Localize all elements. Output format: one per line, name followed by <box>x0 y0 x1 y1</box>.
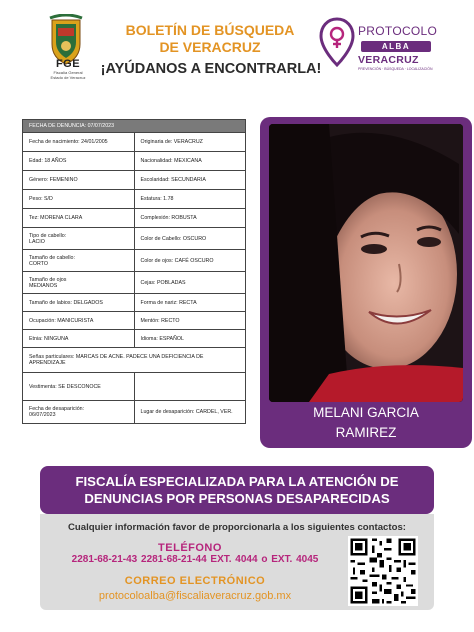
fge-label: FGE <box>55 58 81 70</box>
origin-cell: Originaria de: VERACRUZ <box>134 133 246 151</box>
location-pin-icon <box>318 17 356 67</box>
disappearance-place-cell: Lugar de desaparición: CARDEL, VER. <box>134 401 246 423</box>
table-row <box>23 133 245 152</box>
fiscalia-line2: DENUNCIAS POR PERSONAS DESAPARECIDAS <box>84 491 390 506</box>
table-row <box>23 228 245 250</box>
chin-cell: Mentón: RECTO <box>134 312 246 329</box>
bulletin-header <box>0 0 474 100</box>
fge-sublabel: Fiscalía General Estado de Veracruz <box>50 70 86 80</box>
table-row <box>23 152 245 171</box>
table-row <box>23 209 245 228</box>
table-row <box>23 348 245 373</box>
hair-type-cell: Tipo de cabello: LACIO <box>29 232 67 245</box>
protocolo-region: VERACRUZ <box>358 54 419 66</box>
protocolo-alba-logo <box>318 17 458 77</box>
denuncia-date: FECHA DE DENUNCIA: 07/07/2023 <box>29 123 115 129</box>
portrait-image <box>269 124 463 402</box>
table-row <box>23 312 245 330</box>
gender-cell: Género: FEMENINO <box>29 177 78 183</box>
contact-block <box>40 514 434 610</box>
table-row <box>23 250 245 272</box>
email-label: CORREO ELECTRÓNICO <box>124 575 266 587</box>
table-row <box>23 272 245 294</box>
person-name-line1: MELANI GARCIA <box>313 405 419 420</box>
table-row <box>23 171 245 190</box>
protocolo-subtitle: PREVENCIÓN · BÚSQUEDA · LOCALIZACIÓN <box>358 67 433 71</box>
hair-color-cell: Color de Cabello: OSCURO <box>134 228 246 249</box>
language-cell: Idioma: ESPAÑOL <box>134 330 246 347</box>
height-cell: Estatura: 1.78 <box>134 190 246 208</box>
weight-cell: Peso: S/D <box>29 196 53 202</box>
build-cell: Complexión: ROBUSTA <box>134 209 246 227</box>
eyebrows-cell: Cejas: POBLADAS <box>134 272 246 293</box>
lips-cell: Tamaño de labios: DELGADOS <box>29 299 103 306</box>
schooling-cell: Escolaridad: SECUNDARIA <box>134 171 246 189</box>
fge-label-block <box>38 58 98 80</box>
bulletin-title-line1: BOLETÍN DE BÚSQUEDA <box>125 22 295 38</box>
qr-code-icon[interactable] <box>348 536 418 606</box>
phone-label: TELÉFONO <box>158 542 222 554</box>
clothing-cell: Vestimenta: SE DESCONOCE <box>29 383 101 390</box>
person-name <box>260 403 472 443</box>
fiscalia-line1: FISCALÍA ESPECIALIZADA PARA LA ATENCIÓN DE <box>75 474 399 489</box>
table-row <box>23 294 245 312</box>
personal-data-table <box>22 119 246 424</box>
distinguishing-marks-cell: Señas particulares: MARCAS DE ACNE. PADECE UNA DEFICIENCIA DE APRENDIZAJE <box>29 354 204 366</box>
nationality-cell: Nacionalidad: MEXICANA <box>134 152 246 170</box>
occupation-cell: Ocupación: MANICURISTA <box>29 317 94 324</box>
person-photo <box>269 124 463 402</box>
protocolo-title: PROTOCOLO <box>358 24 438 38</box>
birth-date-cell: Fecha de nacimiento: 24/01/2005 <box>29 139 108 145</box>
contact-intro: Cualquier información favor de proporcionarla a los siguientes contactos: <box>68 522 406 533</box>
disappearance-date-cell: Fecha de desaparición: 06/07/2023 <box>29 406 85 418</box>
age-cell: Edad: 18 AÑOS <box>29 158 67 164</box>
table-row <box>23 401 245 423</box>
phone-numbers[interactable]: 2281-68-21-43 2281-68-21-44 EXT. 4044 o EXT. 4045 <box>71 554 319 565</box>
protocolo-alba-badge: ALBA <box>361 41 431 52</box>
table-header-row <box>23 120 245 133</box>
fiscalia-banner <box>40 466 434 514</box>
bulletin-title <box>110 22 310 56</box>
eye-size-cell: Tamaño de ojos MEDIANOS <box>29 276 67 289</box>
nose-cell: Forma de nariz: RECTA <box>134 294 246 311</box>
photo-card <box>260 117 472 448</box>
bulletin-subtitle: ¡AYÚDANOS A ENCONTRARLA! <box>100 61 322 77</box>
ethnicity-cell: Etnia: NINGUNA <box>29 335 69 342</box>
empty-cell <box>134 373 246 400</box>
person-name-line2: RAMIREZ <box>335 425 397 440</box>
bulletin-title-line2: DE VERACRUZ <box>159 39 261 55</box>
eye-color-cell: Color de ojos: CAFÉ OSCURO <box>134 250 246 271</box>
table-row <box>23 330 245 348</box>
hair-length-cell: Tamaño de cabello: CORTO <box>29 254 75 267</box>
table-row <box>23 373 245 401</box>
table-row <box>23 190 245 209</box>
email-link[interactable]: protocoloalba@fiscaliaveracruz.gob.mx <box>98 590 292 602</box>
skin-tone-cell: Tez: MORENA CLARA <box>29 215 83 221</box>
